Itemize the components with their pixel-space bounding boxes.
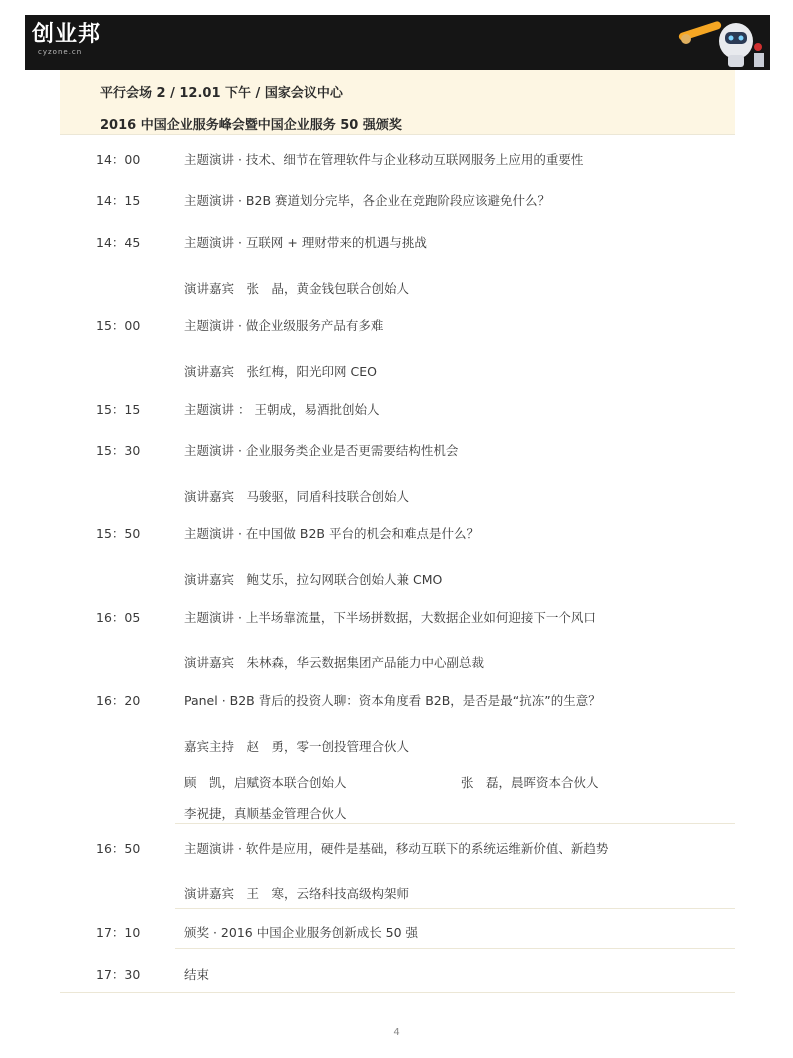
row-divider xyxy=(175,823,735,824)
speaker-line: 李祝捷，真顺基金管理合伙人 xyxy=(184,806,347,821)
speaker-line: 演讲嘉宾 朱林森，华云数据集团产品能力中心副总裁 xyxy=(184,655,485,670)
agenda-item: 结束 xyxy=(184,967,210,982)
row-divider xyxy=(175,908,735,909)
agenda-item: 颁奖 · 2016 中国企业服务创新成长 50 强 xyxy=(184,925,419,940)
speaker-line: 嘉宾主持 赵 勇，零一创投管理合伙人 xyxy=(184,739,410,754)
time-1415: 14：15 xyxy=(96,193,141,208)
page-number: 4 xyxy=(393,1027,400,1038)
agenda-item: 主题演讲 · 技术、细节在管理软件与企业移动互联网服务上应用的重要性 xyxy=(184,152,584,167)
agenda-item: 主题演讲 · 企业服务类企业是否更需要结构性机会 xyxy=(184,443,459,458)
speaker-line: 张 磊，晨晖资本合伙人 xyxy=(461,775,599,790)
speaker-line: 演讲嘉宾 王 寒，云络科技高级构架师 xyxy=(184,886,410,901)
time-1400: 14：00 xyxy=(96,152,141,167)
agenda-item: 主题演讲 · 在中国做 B2B 平台的机会和难点是什么？ xyxy=(184,526,479,541)
robot-mascot-icon xyxy=(678,17,768,67)
time-1650: 16：50 xyxy=(96,841,141,856)
time-1445: 14：45 xyxy=(96,235,141,250)
top-banner xyxy=(25,15,770,70)
speaker-line: 演讲嘉宾 张红梅，阳光印网 CEO xyxy=(184,364,377,379)
brand-logo: 创业邦 xyxy=(32,21,102,47)
speaker-line: 演讲嘉宾 张 晶，黄金钱包联合创始人 xyxy=(184,281,410,296)
agenda-item: 主题演讲 · 上半场靠流量，下半场拼数据，大数据企业如何迎接下一个风口 xyxy=(184,610,596,625)
row-divider xyxy=(175,948,735,949)
speaker-line: 演讲嘉宾 马骏驱，同盾科技联合创始人 xyxy=(184,489,410,504)
agenda-item: 主题演讲 · 互联网 + 理财带来的机遇与挑战 xyxy=(184,235,427,250)
time-1530: 15：30 xyxy=(96,443,141,458)
time-1620: 16：20 xyxy=(96,693,141,708)
speaker-line: 演讲嘉宾 鲍艾乐，拉勾网联合创始人兼 CMO xyxy=(184,572,443,587)
footer-divider xyxy=(60,992,735,993)
agenda-item: Panel · B2B 背后的投资人聊：资本角度看 B2B，是否是最“抗冻”的生意？ xyxy=(184,693,601,708)
session-title: 2016 中国企业服务峰会暨中国企业服务 50 强颁奖 xyxy=(100,118,402,133)
time-1550: 15：50 xyxy=(96,526,141,541)
brand-logo-subtext: cyzone.cn xyxy=(38,48,83,56)
session-info: 平行会场 2 / 12.01 下午 / 国家会议中心 xyxy=(100,86,343,101)
agenda-item: 主题演讲 ： 王朝成，易酒批创始人 xyxy=(184,402,380,417)
time-1515: 15：15 xyxy=(96,402,141,417)
time-1710: 17：10 xyxy=(96,925,141,940)
time-1605: 16：05 xyxy=(96,610,141,625)
time-1500: 15：00 xyxy=(96,318,141,333)
speaker-line: 顾 凯，启赋资本联合创始人 xyxy=(184,775,347,790)
time-1730: 17：30 xyxy=(96,967,141,982)
agenda-item: 主题演讲 · 软件是应用，硬件是基础，移动互联下的系统运维新价值、新趋势 xyxy=(184,841,609,856)
agenda-item: 主题演讲 · 做企业级服务产品有多难 xyxy=(184,318,384,333)
header-divider xyxy=(60,134,735,135)
agenda-item: 主题演讲 · B2B 赛道划分完毕，各企业在竞跑阶段应该避免什么？ xyxy=(184,193,550,208)
